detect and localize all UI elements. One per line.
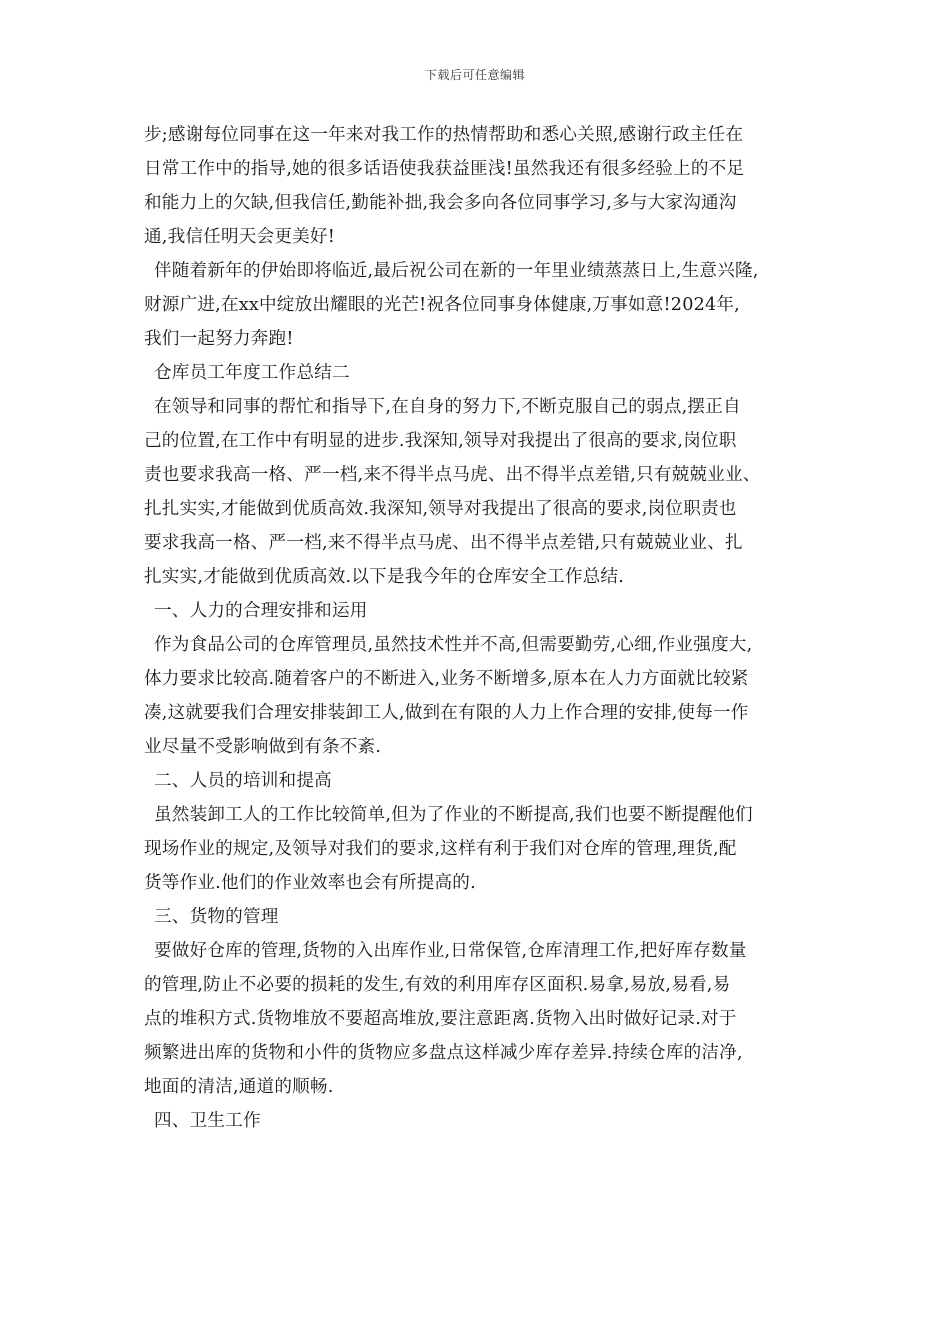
text-line: 在领导和同事的帮忙和指导下,在自身的努力下,不断克服自己的弱点,摆正自 (154, 397, 741, 417)
text-line: 扎扎实实,才能做到优质高效.我深知,领导对我提出了很高的要求,岗位职责也 (144, 499, 737, 519)
text-line: 的管理,防止不必要的损耗的发生,有效的利用库存区面积.易拿,易放,易看,易 (144, 975, 731, 995)
text-line: 责也要求我高一格、严一档,来不得半点马虎、出不得半点差错,只有兢兢业业、 (144, 465, 761, 485)
text-line: 四、卫生工作 (154, 1111, 261, 1131)
text-line: 己的位置,在工作中有明显的进步.我深知,领导对我提出了很高的要求,岗位职 (144, 431, 737, 451)
text-line: 虽然装卸工人的工作比较简单,但为了作业的不断提高,我们也要不断提醒他们 (154, 805, 753, 825)
text-line: 通,我信任明天会更美好! (144, 227, 336, 247)
text-line: 三、货物的管理 (154, 907, 279, 927)
text-line: 要做好仓库的管理,货物的入出库作业,日常保管,仓库清理工作,把好库存数量 (154, 941, 747, 961)
text-line: 货等作业.他们的作业效率也会有所提高的. (144, 873, 476, 893)
text-line: 现场作业的规定,及领导对我们的要求,这样有利于我们对仓库的管理,理货,配 (144, 839, 737, 859)
text-line: 要求我高一格、严一档,来不得半点马虎、出不得半点差错,只有兢兢业业、扎 (144, 533, 743, 553)
text-line: 仓库员工年度工作总结二 (154, 363, 350, 383)
text-line: 我们一起努力奔跑! (144, 329, 294, 349)
text-line: 扎实实,才能做到优质高效.以下是我今年的仓库安全工作总结. (144, 567, 625, 587)
text-line: 作为食品公司的仓库管理员,虽然技术性并不高,但需要勤劳,心细,作业强度大, (154, 635, 753, 655)
text-line: 和能力上的欠缺,但我信任,勤能补拙,我会多向各位同事学习,多与大家沟通沟 (144, 193, 737, 213)
text-line: 凑,这就要我们合理安排装卸工人,做到在有限的人力上作合理的安排,使每一作 (144, 703, 749, 723)
text-line: 一、人力的合理安排和运用 (154, 601, 368, 621)
text-line: 频繁进出库的货物和小件的货物应多盘点这样减少库存差异.持续仓库的洁净, (144, 1043, 743, 1063)
text-line: 点的堆积方式.货物堆放不要超高堆放,要注意距离.货物入出时做好记录.对于 (144, 1009, 737, 1029)
text-line: 地面的清洁,通道的顺畅. (144, 1077, 334, 1097)
text-line: 伴随着新年的伊始即将临近,最后祝公司在新的一年里业绩蒸蒸日上,生意兴隆, (154, 261, 759, 281)
document-body (144, 118, 824, 1138)
text-line: 体力要求比较高.随着客户的不断进入,业务不断增多,原本在人力方面就比较紧 (144, 669, 749, 689)
text-line: 步;感谢每位同事在这一年来对我工作的热情帮助和悉心关照,感谢行政主任在 (144, 125, 744, 145)
text-line: 二、人员的培训和提高 (154, 771, 332, 791)
text-line: 财源广进,在xx中绽放出耀眼的光芒!祝各位同事身体健康,万事如意!2024年, (144, 295, 740, 315)
text-line: 业尽量不受影响做到有条不紊. (144, 737, 382, 757)
text-line: 日常工作中的指导,她的很多话语使我获益匪浅!虽然我还有很多经验上的不足 (144, 159, 745, 179)
page-header: 下载后可任意编辑 (424, 68, 525, 82)
